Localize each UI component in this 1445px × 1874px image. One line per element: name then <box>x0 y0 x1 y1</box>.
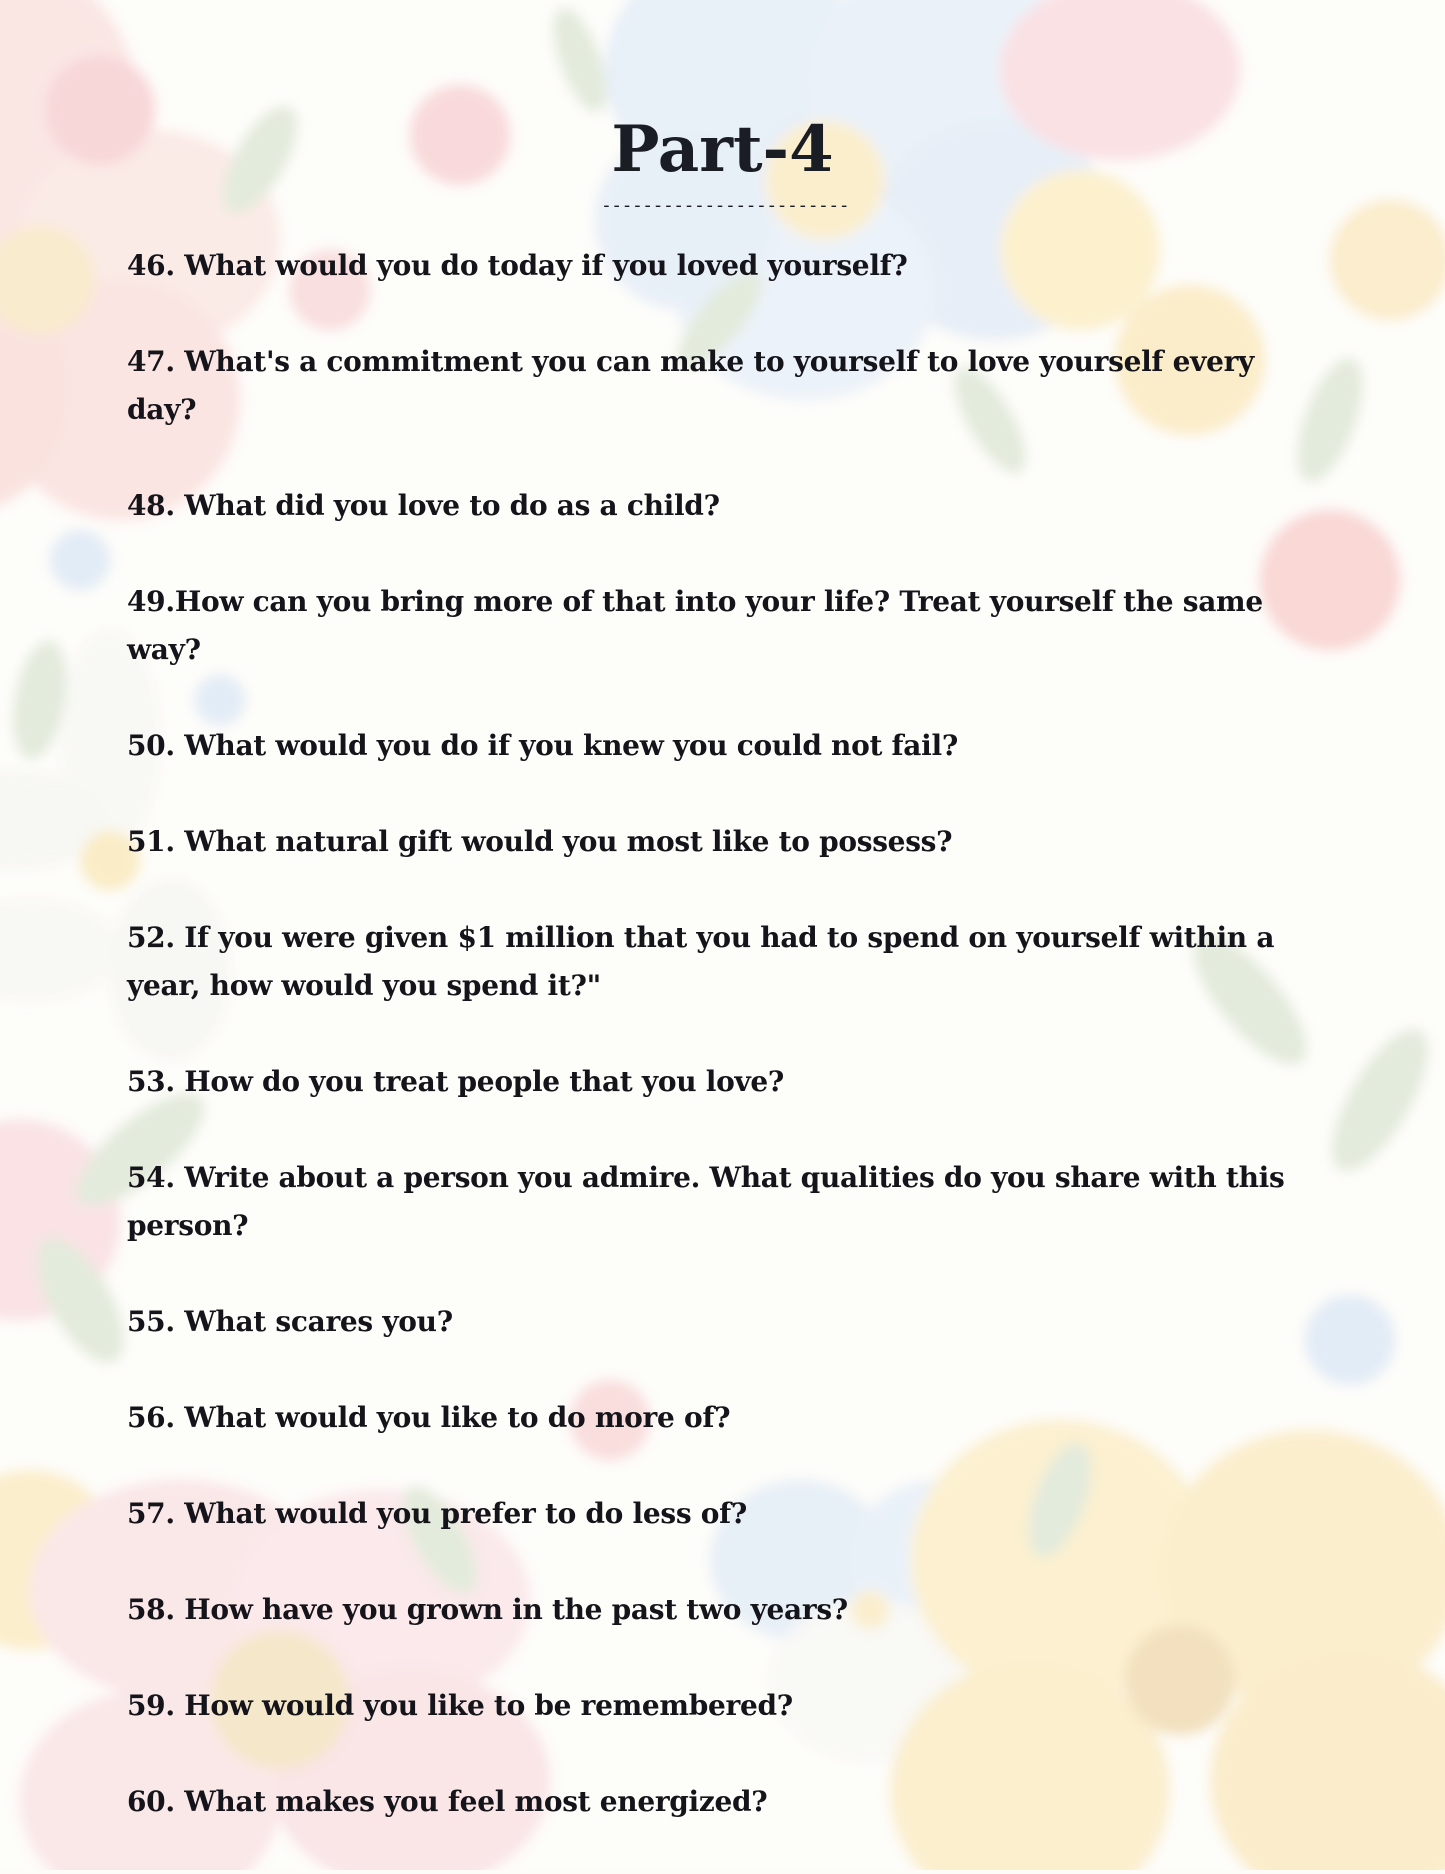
question-list <box>127 242 1327 1874</box>
question-item: 59. How would you like to be remembered? <box>127 1689 793 1722</box>
question-item: 51. What natural gift would you most like to possess? <box>127 825 953 858</box>
question-item: 52. If you were given $1 million that you had to spend on yourself within a year, how would you spend it?" <box>127 921 1275 1002</box>
question-item: 47. What's a commitment you can make to yourself to love yourself every day? <box>127 345 1255 426</box>
question-item: 55. What scares you? <box>127 1305 453 1338</box>
question-item: 54. Write about a person you admire. What qualities do you share with this person? <box>127 1161 1285 1242</box>
question-item: 53. How do you treat people that you love? <box>127 1065 785 1098</box>
question-item: 46. What would you do today if you loved yourself? <box>127 249 908 282</box>
question-item: 50. What would you do if you knew you could not fail? <box>127 729 958 762</box>
question-item: 49.How can you bring more of that into your life? Treat yourself the same way? <box>127 585 1263 666</box>
question-item: 60. What makes you feel most energized? <box>127 1785 768 1818</box>
question-item: 58. How have you grown in the past two years? <box>127 1593 848 1626</box>
page-title: Part-4 <box>611 112 834 187</box>
title-underline: ------------------------ <box>600 195 850 216</box>
question-item: 48. What did you love to do as a child? <box>127 489 720 522</box>
question-item: 56. What would you like to do more of? <box>127 1401 731 1434</box>
question-item: 57. What would you prefer to do less of? <box>127 1497 747 1530</box>
